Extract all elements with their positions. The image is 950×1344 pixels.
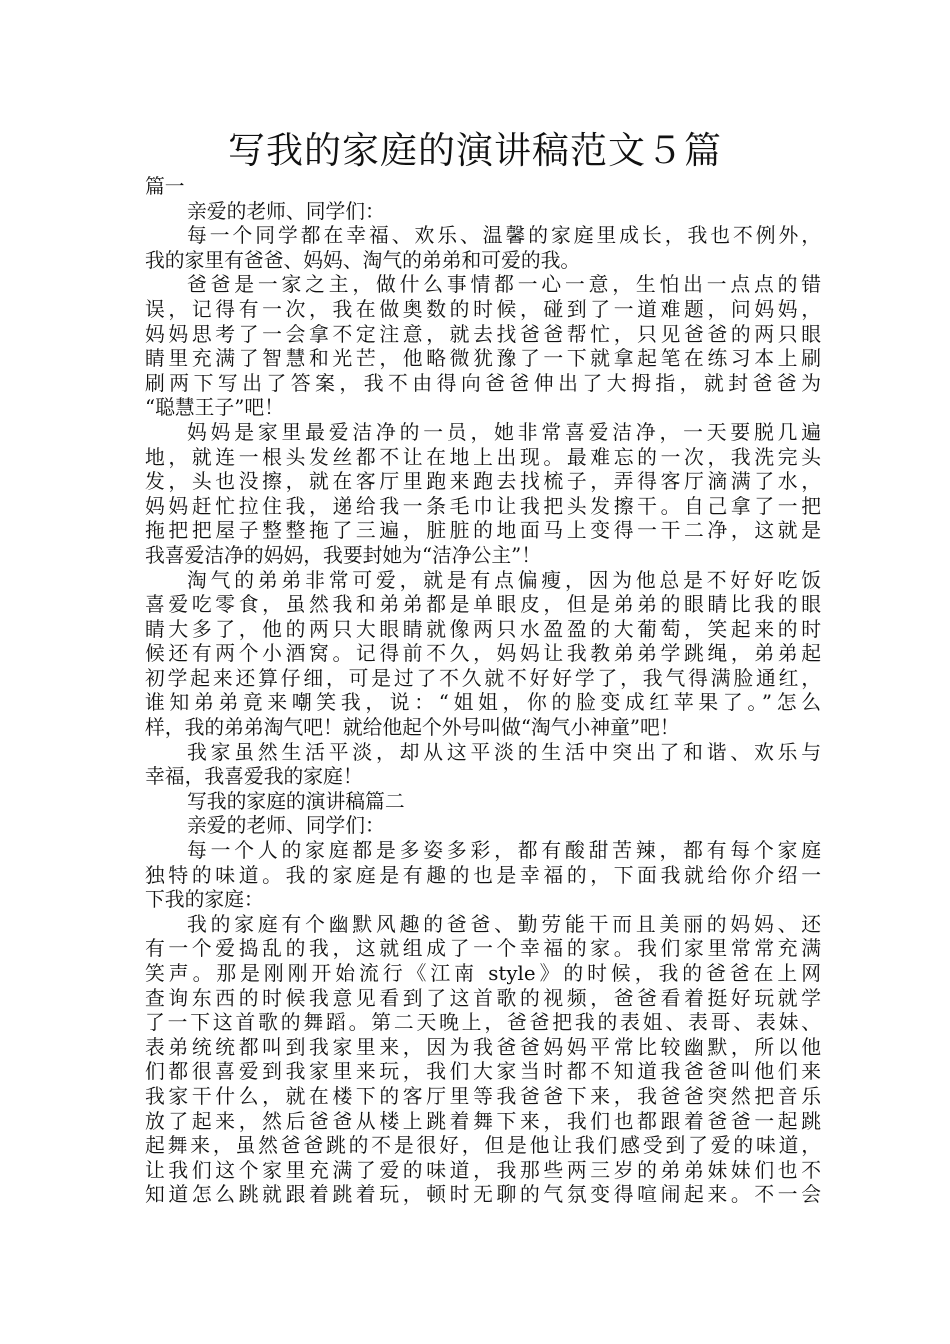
text-line: 候还有两个小酒窝。记得前不久，妈妈让我教弟弟学跳绳，弟弟起 <box>145 642 821 666</box>
text-line: 初学起来还算仔细，可是过了不久就不好好学了，我气得满脸通红， <box>145 666 821 690</box>
text-line: 妈妈赶忙拉住我，递给我一条毛巾让我把头发擦干。自己拿了一把 <box>145 494 821 518</box>
text-line: 篇一 <box>145 175 185 198</box>
text-line: 亲爱的老师、同学们： <box>187 814 385 838</box>
text-line: 放了起来，然后爸爸从楼上跳着舞下来，我们也都跟着爸爸一起跳 <box>145 1109 821 1133</box>
text-line: 笑声。那是刚刚开始流行《江南 style》的时候，我的爸爸在上网 <box>145 962 821 985</box>
text-line: 地，就连一根头发丝都不让在地上出现。最难忘的一次，我洗完头 <box>145 445 821 469</box>
text-line: 让我们这个家里充满了爱的味道，我那些两三岁的弟弟妹妹们也不 <box>145 1158 821 1182</box>
text-line: 亲爱的老师、同学们： <box>187 199 385 223</box>
text-line: 表弟统统都叫到我家里来，因为我爸爸妈妈平常比较幽默，所以他 <box>145 1035 821 1059</box>
text-line: 谁知弟弟竟来嘲笑我，说：“姐姐，你的脸变成红苹果了。”怎么 <box>145 691 821 715</box>
text-line: 幸福，我喜爱我的家庭！ <box>145 765 363 789</box>
text-line: 起舞来，虽然爸爸跳的不是很好，但是他让我们感受到了爱的味道， <box>145 1134 821 1158</box>
text-line: 独特的味道。我的家庭是有趣的也是幸福的，下面我就给你介绍一 <box>145 863 821 887</box>
text-line: 我家虽然生活平淡，却从这平淡的生活中突出了和谐、欢乐与 <box>187 740 821 764</box>
text-line: “聪慧王子”吧！ <box>145 396 284 420</box>
text-line: 知道怎么跳就跟着跳着玩，顿时无聊的气氛变得喧闹起来。不一会 <box>145 1183 821 1207</box>
text-line: 样，我的弟弟淘气吧！就给他起个外号叫做“淘气小神童”吧！ <box>145 716 680 740</box>
text-line: 有一个爱捣乱的我，这就组成了一个幸福的家。我们家里常常充满 <box>145 937 821 961</box>
text-line: 写我的家庭的演讲稿篇二 <box>187 789 405 813</box>
text-line: 妈妈是家里最爱洁净的一员，她非常喜爱洁净，一天要脱几遍 <box>187 420 821 444</box>
text-line: 爸爸是一家之主，做什么事情都一心一意，生怕出一点点的错 <box>187 273 821 297</box>
text-line: 下我的家庭： <box>145 888 264 912</box>
text-line: 我的家里有爸爸、妈妈、淘气的弟弟和可爱的我。 <box>145 248 581 272</box>
text-line: 刷两下写出了答案，我不由得向爸爸伸出了大拇指，就封爸爸为 <box>145 371 821 395</box>
text-line: 误，记得有一次，我在做奥数的时候，碰到了一道难题，问妈妈， <box>145 297 821 321</box>
document-body <box>145 175 821 1208</box>
text-line: 拖把把屋子整整拖了三遍，脏脏的地面马上变得一干二净，这就是 <box>145 519 821 543</box>
text-line: 喜爱吃零食，虽然我和弟弟都是单眼皮，但是弟弟的眼睛比我的眼 <box>145 593 821 617</box>
text-line: 我喜爱洁净的妈妈，我要封她为“洁净公主”！ <box>145 543 542 567</box>
text-line: 们都很喜爱到我家里来玩，我们大家当时都不知道我爸爸叫他们来 <box>145 1060 821 1084</box>
text-line: 睛里充满了智慧和光芒，他略微犹豫了一下就拿起笔在练习本上刷 <box>145 347 821 371</box>
text-line: 淘气的弟弟非常可爱，就是有点偏瘦，因为他总是不好好吃饭 <box>187 568 821 592</box>
text-line: 发，头也没擦，就在客厅里跑来跑去找梳子，弄得客厅滴满了水， <box>145 470 821 494</box>
text-line: 我家干什么，就在楼下的客厅里等我爸爸下来，我爸爸突然把音乐 <box>145 1084 821 1108</box>
text-line: 每一个人的家庭都是多姿多彩，都有酸甜苦辣，都有每个家庭 <box>187 839 821 863</box>
text-line: 睛大多了，他的两只大眼睛就像两只水盈盈的大葡萄，笑起来的时 <box>145 617 821 641</box>
text-line: 我的家庭有个幽默风趣的爸爸、勤劳能干而且美丽的妈妈、还 <box>187 912 821 936</box>
document-title: 写我的家庭的演讲稿范文５篇 <box>228 129 722 172</box>
text-line: 了一下这首歌的舞蹈。第二天晚上，爸爸把我的表姐、表哥、表妹、 <box>145 1011 821 1035</box>
text-line: 妈妈思考了一会拿不定注意，就去找爸爸帮忙，只见爸爸的两只眼 <box>145 322 821 346</box>
text-line: 每一个同学都在幸福、欢乐、温馨的家庭里成长，我也不例外， <box>187 224 821 248</box>
text-line: 查询东西的时候我意见看到了这首歌的视频，爸爸看着挺好玩就学 <box>145 986 821 1010</box>
